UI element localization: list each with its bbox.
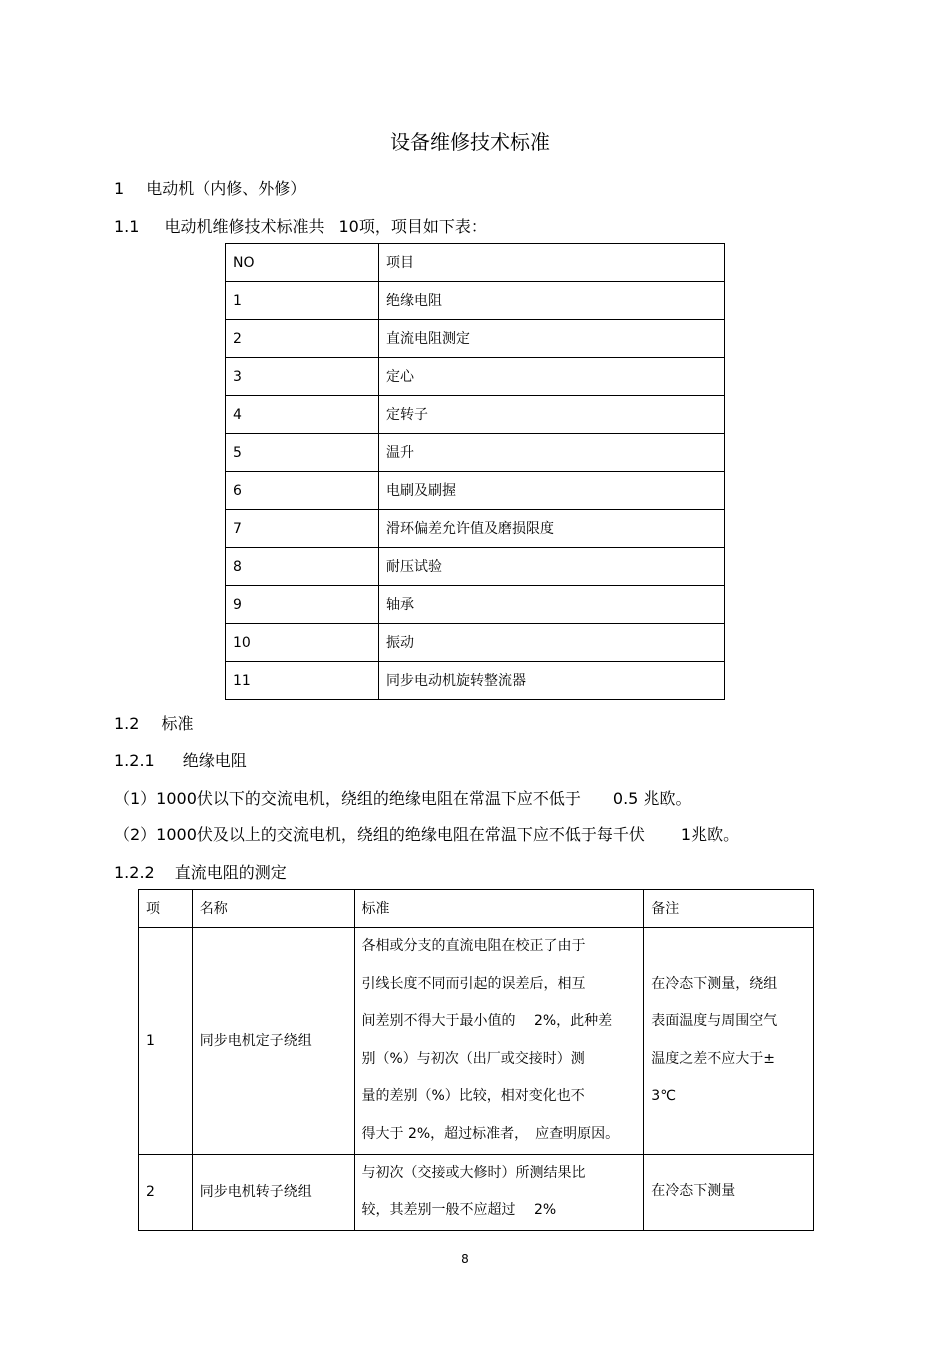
section-number: 1.2.2	[114, 863, 155, 882]
header-cell-standard: 标准	[354, 890, 644, 928]
page-number: 8	[461, 1252, 469, 1266]
cell-note	[644, 1154, 814, 1230]
paragraph-1	[114, 786, 691, 809]
note-line: 3℃	[651, 1088, 676, 1105]
table-row	[139, 1154, 814, 1230]
resistance-table	[138, 889, 814, 1231]
section-1-2-heading	[114, 711, 193, 734]
cell-item: 振动	[379, 624, 725, 662]
section-number: 1.2	[114, 714, 140, 733]
cell-name: 同步电机转子绕组	[192, 1154, 354, 1230]
note-line: 在冷态下测量	[651, 1183, 736, 1200]
paragraph-text: （2）1000伏及以上的交流电机，绕组的绝缘电阻在常温下应不低于每千伏	[114, 825, 645, 844]
cell-no: 10	[226, 624, 379, 662]
paragraph-text: （1）1000伏以下的交流电机，绕组的绝缘电阻在常温下应不低于	[114, 789, 581, 808]
standard-line: 量的差别（%）比较，相对变化也不	[361, 1088, 585, 1105]
table-row	[226, 586, 725, 624]
header-cell-no: 项	[139, 890, 193, 928]
note-line: 在冷态下测量，绕组	[651, 975, 778, 992]
cell-standard	[354, 1154, 644, 1230]
cell-item: 滑环偏差允许值及磨损限度	[379, 510, 725, 548]
paragraph-value: 0.5 兆欧。	[612, 789, 692, 808]
section-1-1-heading	[114, 214, 487, 237]
standard-line: 较，其差别一般不应超过 2%	[361, 1202, 557, 1219]
table-row	[226, 472, 725, 510]
cell-no: 7	[226, 510, 379, 548]
cell-item: 绝缘电阻	[379, 282, 725, 320]
cell-item: 轴承	[379, 586, 725, 624]
table-row	[226, 548, 725, 586]
section-1-2-1-heading	[114, 748, 247, 771]
cell-item: 电刷及刷握	[379, 472, 725, 510]
table-row	[226, 358, 725, 396]
cell-item: 耐压试验	[379, 548, 725, 586]
cell-no: 8	[226, 548, 379, 586]
items-table	[225, 243, 725, 700]
standard-line: 间差别不得大于最小值的 2%，此种差	[361, 1013, 613, 1030]
note-line: 表面温度与周围空气	[651, 1013, 778, 1030]
cell-standard	[354, 928, 644, 1155]
section-text: 标准	[161, 714, 194, 733]
table-row	[139, 928, 814, 1155]
cell-item: 定心	[379, 358, 725, 396]
cell-no: 1	[139, 928, 193, 1155]
section-number: 1.1	[114, 217, 140, 236]
table-row	[226, 662, 725, 700]
cell-item: 同步电动机旋转整流器	[379, 662, 725, 700]
section-text: 直流电阻的测定	[174, 863, 287, 882]
section-text: 电动机（内修、外修）	[146, 179, 307, 198]
cell-no: 9	[226, 586, 379, 624]
standard-line: 得大于 2%，超过标准者， 应查明原因。	[361, 1125, 620, 1142]
paragraph-2	[114, 822, 739, 845]
standard-line: 别（%）与初次（出厂或交接时）测	[361, 1050, 585, 1067]
standard-line: 各相或分支的直流电阻在校正了由于	[361, 938, 586, 954]
paragraph-value: 1兆欧。	[680, 825, 740, 844]
section-text-b: 项，项目如下表：	[358, 217, 487, 236]
cell-name: 同步电机定子绕组	[192, 928, 354, 1155]
cell-no: 2	[226, 320, 379, 358]
header-cell-item: 项目	[379, 244, 725, 282]
section-number: 1.2.1	[114, 751, 155, 770]
header-cell-note: 备注	[644, 890, 814, 928]
header-cell-no: NO	[226, 244, 379, 282]
cell-no: 1	[226, 282, 379, 320]
table-row	[226, 320, 725, 358]
standard-line: 与初次（交接或大修时）所测结果比	[361, 1164, 586, 1181]
cell-no: 3	[226, 358, 379, 396]
section-number: 1	[114, 179, 125, 198]
note-line: 温度之差不应大于±	[651, 1050, 776, 1067]
header-cell-name: 名称	[192, 890, 354, 928]
standard-line: 引线长度不同而引起的误差后，相互	[361, 975, 586, 992]
cell-item: 直流电阻测定	[379, 320, 725, 358]
table-header-row	[139, 890, 814, 928]
table-row	[226, 510, 725, 548]
cell-no: 2	[139, 1154, 193, 1230]
cell-item: 温升	[379, 434, 725, 472]
section-1-heading	[114, 176, 306, 199]
section-text-a: 电动机维修技术标准共	[164, 217, 325, 236]
cell-no: 11	[226, 662, 379, 700]
section-1-2-2-heading	[114, 860, 287, 883]
table-row	[226, 396, 725, 434]
table-row	[226, 624, 725, 662]
table-row	[226, 434, 725, 472]
cell-item: 定转子	[379, 396, 725, 434]
table-row	[226, 282, 725, 320]
cell-no: 5	[226, 434, 379, 472]
document-title: 设备维修技术标准	[390, 130, 550, 154]
cell-no: 6	[226, 472, 379, 510]
table-header-row	[226, 244, 725, 282]
item-count: 10	[338, 217, 359, 236]
section-text: 绝缘电阻	[182, 751, 247, 770]
cell-no: 4	[226, 396, 379, 434]
cell-note	[644, 928, 814, 1155]
